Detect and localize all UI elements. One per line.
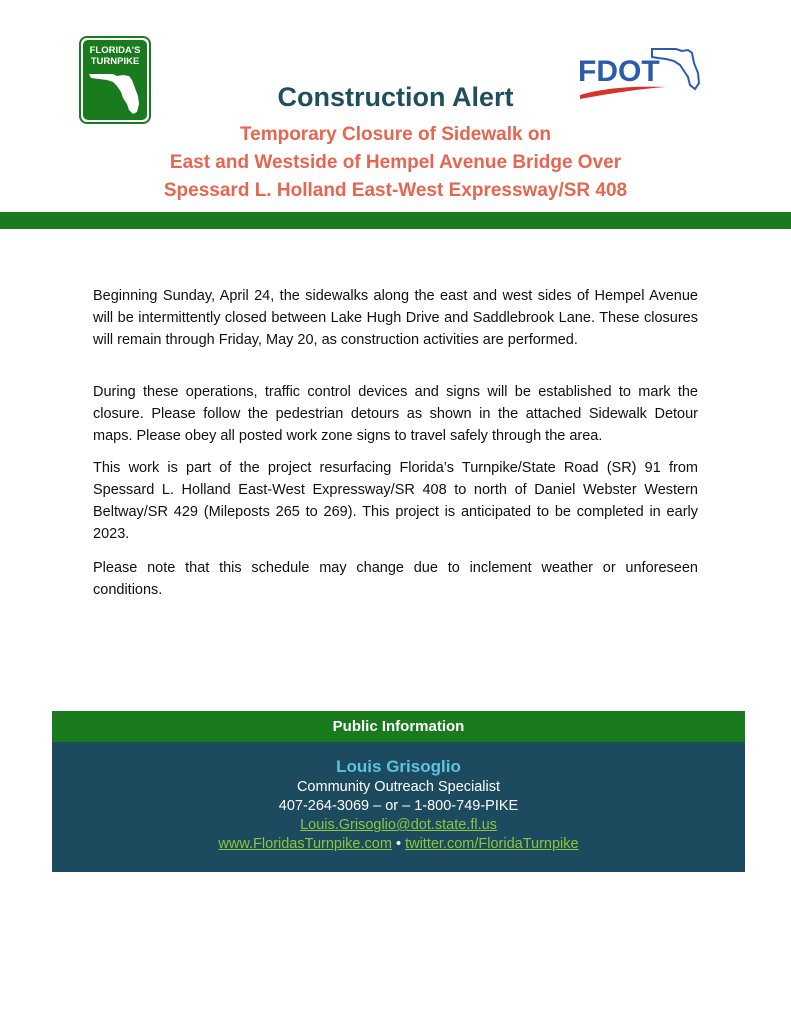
link-separator: • [395,836,402,852]
subtitle-line-3: Spessard L. Holland East-West Expressway/SR 408 [163,180,628,201]
paragraph-schedule-note: Please note that this schedule may change due to inclement weather or unforeseen conditions. [93,560,698,598]
twitter-link[interactable]: twitter.com/FloridaTurnpike [405,836,579,852]
public-information-box [52,711,745,872]
web-links-row [52,835,745,854]
paragraph-detour-info: During these operations, traffic control devices and signs will be established to mark the closure. Please follow the pedestrian detours as shown in the attached Sidewalk Detour maps. Please obey all posted work zone signs to travel safely through the area. [93,384,698,444]
contact-details [52,742,745,872]
logo-text-line-1: FLORIDA'S [89,45,141,56]
contact-name: Louis Grisoglio [336,757,461,776]
paragraph-closure-dates: Beginning Sunday, April 24, the sidewalks along the east and west sides of Hempel Avenue will be intermittently closed between Lake Hugh Drive and Saddlebrook Lane. These closures will remain through Friday, May 20, as construction activities are performed. [93,288,698,348]
subtitle-line-2: East and Westside of Hempel Avenue Bridge Over [169,152,622,173]
public-information-header: Public Information [52,711,745,742]
paragraph-project-info: This work is part of the project resurfacing Florida’s Turnpike/State Road (SR) 91 from Spessard L. Holland East-West Expressway/SR 408 to north of Daniel Webster Western Beltway/SR 429 (Mileposts 265 to 269). This project is anticipated to be completed in early 2023. [93,460,698,542]
contact-role: Community Outreach Specialist [296,779,501,795]
contact-email-link[interactable]: Louis.Grisoglio@dot.state.fl.us [300,817,497,833]
website-link[interactable]: www.FloridasTurnpike.com [218,836,392,852]
header-divider-bar [0,212,791,229]
logo-text-line-2: TURNPIKE [90,56,140,67]
subtitle-line-1: Temporary Closure of Sidewalk on [239,124,552,145]
contact-phone: 407-264-3069 – or – 1-800-749-PIKE [278,798,519,814]
fdot-wordmark: FDOT [578,55,660,88]
page-title: Construction Alert [277,82,514,112]
